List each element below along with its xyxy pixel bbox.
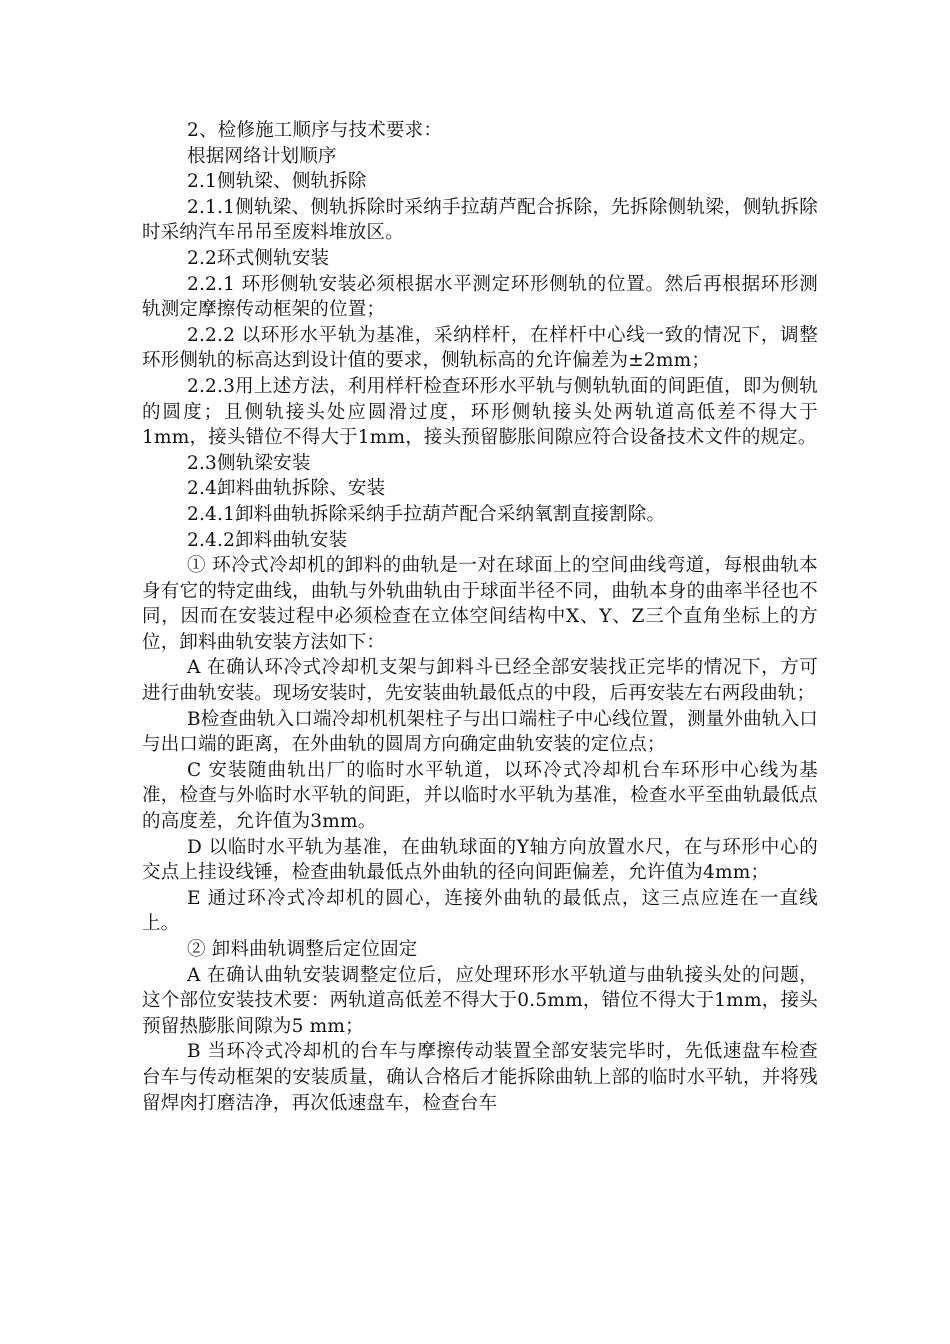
list-item: A 在确认曲轨安装调整定位后，应处理环形水平轨道与曲轨接头处的问题，这个部位安装技术要：两轨道高低差不得大于0.5mm，错位不得大于1mm，接头预留热膨胀间隙为5 mm；	[142, 964, 818, 1037]
list-item: B 当环冷式冷却机的台车与摩擦传动装置全部安装完毕时，先低速盘车检查台车与传动框架的安装质量，确认合格后才能拆除曲轨上部的临时水平轨，并将残留焊肉打磨洁净，再次低速盘车，检查台车	[142, 1041, 818, 1114]
list-item: B检查曲轨入口端冷却机机架柱子与出口端柱子中心线位置，测量外曲轨入口与出口端的距离，在外曲轨的圆周方向确定曲轨安装的定位点；	[142, 708, 818, 756]
list-item: C 安装随曲轨出厂的临时水平轨道，以环冷式冷却机台车环形中心线为基准，检查与外临时水平轨的间距，并以临时水平轨为基准，检查水平至曲轨最低点的高度差，允许值为3mm。	[142, 759, 818, 833]
list-item: E 通过环冷式冷却机的圆心，连接外曲轨的最低点，这三点应连在一直线上。	[142, 887, 818, 935]
section-heading: 2.4.2卸料曲轨安装	[187, 529, 348, 551]
section-heading: 2.2环式侧轨安装	[187, 247, 330, 269]
section-heading: 2.3侧轨梁安装	[187, 452, 311, 474]
paragraph: 2.2.1 环形侧轨安装必须根据水平测定环形侧轨的位置。然后再根据环形测轨测定摩擦传动框架的位置；	[142, 273, 818, 321]
paragraph: 2.2.3用上述方法，利用样杆检查环形水平轨与侧轨轨面的间距值，即为侧轨的圆度；且侧轨接头处应圆滑过度，环形侧轨接头处两轨道高低差不得大于1mm，接头错位不得大于1mm，接头预留膨胀间隙应符合设备技术文件的规定。	[142, 375, 818, 449]
section-heading: 2.1侧轨梁、侧轨拆除	[187, 171, 367, 193]
section-heading: 2.4卸料曲轨拆除、安装	[187, 478, 386, 500]
section-heading: 2、检修施工顺序与技术要求：	[187, 120, 443, 141]
paragraph: 根据网络计划顺序	[187, 145, 337, 167]
list-item: A 在确认环冷式冷却机支架与卸料斗已经全部安装找正完毕的情况下，方可进行曲轨安装。现场安装时，先安装曲轨最低点的中段，后再安装左右两段曲轨；	[142, 657, 818, 705]
paragraph: 2.4.1卸料曲轨拆除采纳手拉葫芦配合采纳氧割直接割除。	[187, 503, 666, 525]
paragraph: 2.1.1侧轨梁、侧轨拆除时采纳手拉葫芦配合拆除，先拆除侧轨梁，侧轨拆除时采纳汽车吊吊至废料堆放区。	[142, 196, 818, 244]
section-heading: ② 卸料曲轨调整后定位固定	[187, 939, 418, 960]
paragraph: 2.2.2 以环形水平轨为基准，采纳样杆，在样杆中心线一致的情况下，调整环形侧轨的标高达到设计值的要求，侧轨标高的允许偏差为±2mm；	[142, 324, 818, 372]
list-item: D 以临时水平轨为基准，在曲轨球面的Y轴方向放置水尺，在与环形中心的交点上挂设线锤，检查曲轨最低点外曲轨的径向间距偏差，允许值为4mm；	[142, 836, 818, 884]
paragraph: ① 环冷式冷却机的卸料的曲轨是一对在球面上的空间曲线弯道，每根曲轨本身有它的特定曲线，曲轨与外轨曲轨由于球面半径不同，曲轨本身的曲率半径也不同，因而在安装过程中必须检查在立体空间结构中X、Y、Z三个直角坐标上的方位，卸料曲轨安装方法如下：	[142, 555, 818, 653]
document-body	[142, 118, 818, 1116]
